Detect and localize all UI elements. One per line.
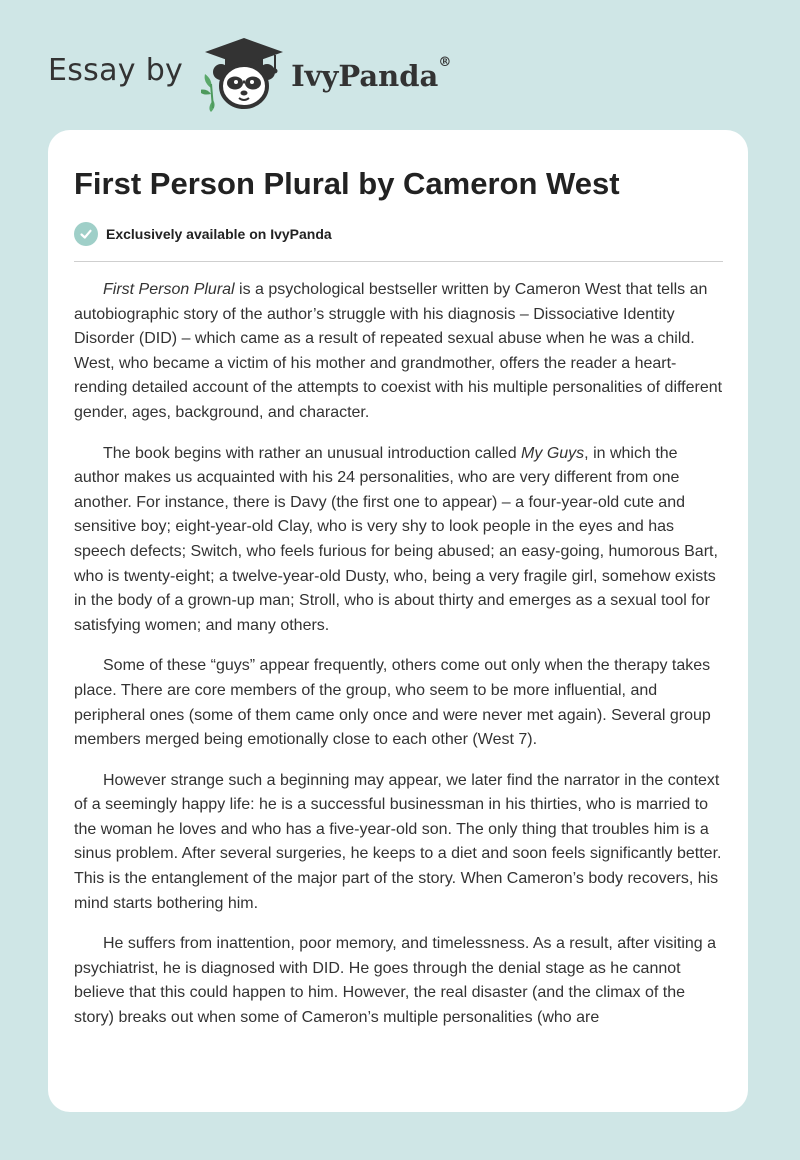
essay-body (74, 278, 724, 1048)
check-circle-icon (74, 222, 98, 246)
paragraph-2-after: , in which the author makes us acquainted with his 24 personalities, who are very different from one another. For instance, there is Davy (the first one to appear) – a four-year-old cute and sensitive boy; eight-year-old Clay, who is very shy to look people in the eyes and has speech defects; Switch, who feels furious for being abused; an easy-going, humorous Bart, who is twenty-eight; a twelve-year-old Dusty, who, being a very fragile girl, somehow exists in the body of a grown-up man; Stroll, who is about thirty and emerges as a sexual tool for satisfying women; and many others. (74, 444, 718, 634)
site-header (48, 36, 451, 112)
brand-name (291, 55, 452, 93)
paragraph-4: However strange such a beginning may appear, we later find the narrator in the context of a seemingly happy life: he is a successful businessman in his thirties, who is married to the woman he loves and who has a five-year-old son. The only thing that troubles him is a sinus problem. After several surgeries, he keeps to a diet and soon feels significantly better. This is the entanglement of the major part of the story. When Cameron’s body recovers, his mind starts bothering him. (74, 771, 722, 912)
divider (74, 261, 723, 262)
registered-mark: ® (438, 55, 452, 70)
intro-title-italic: My Guys (521, 444, 585, 462)
exclusive-badge (74, 222, 332, 246)
paragraph-3: Some of these “guys” appear frequently, others come out only when the therapy takes place. There are core members of the group, who seem to be more influential, and peripheral ones (some of them came only once and were never met again). Several group members merged being emotionally close to each other (West 7). (74, 657, 711, 749)
paragraph-2 (74, 442, 724, 639)
paragraph-5: He suffers from inattention, poor memory, and timelessness. As a result, after visiting a psychiatrist, he is diagnosed with DID. He goes through the denial stage as he cannot believe that this could happen to him. However, the real disaster (and the climax of the story) breaks out when some of Cameron’s multiple personalities (who are (74, 935, 717, 1027)
exclusive-label: Exclusively available on IvyPanda (106, 226, 332, 242)
brand-text: IvyPanda (291, 59, 439, 93)
paragraph-1-text: is a psychological bestseller written by Cameron West that tells an autobiographic story of the author’s struggle with his diagnosis – Dissociative Identity Disorder (DID) – which came as a result of repeated sexual abuse when he was a child. West, who became a victim of his mother and grandmother, offers the reader a heart-rending detailed account of the attempts to coexist with his multiple personalities of different gender, ages, background, and character. (74, 281, 723, 421)
book-title-italic: First Person Plural (103, 281, 235, 298)
paragraph-2-before: The book begins with rather an unusual introduction called (103, 444, 522, 462)
panda-logo-icon (201, 36, 287, 112)
paragraph-1 (74, 278, 724, 426)
essay-title: First Person Plural by Cameron West (74, 166, 620, 201)
essay-card (48, 130, 748, 1112)
essay-by-label: Essay by (48, 52, 184, 88)
